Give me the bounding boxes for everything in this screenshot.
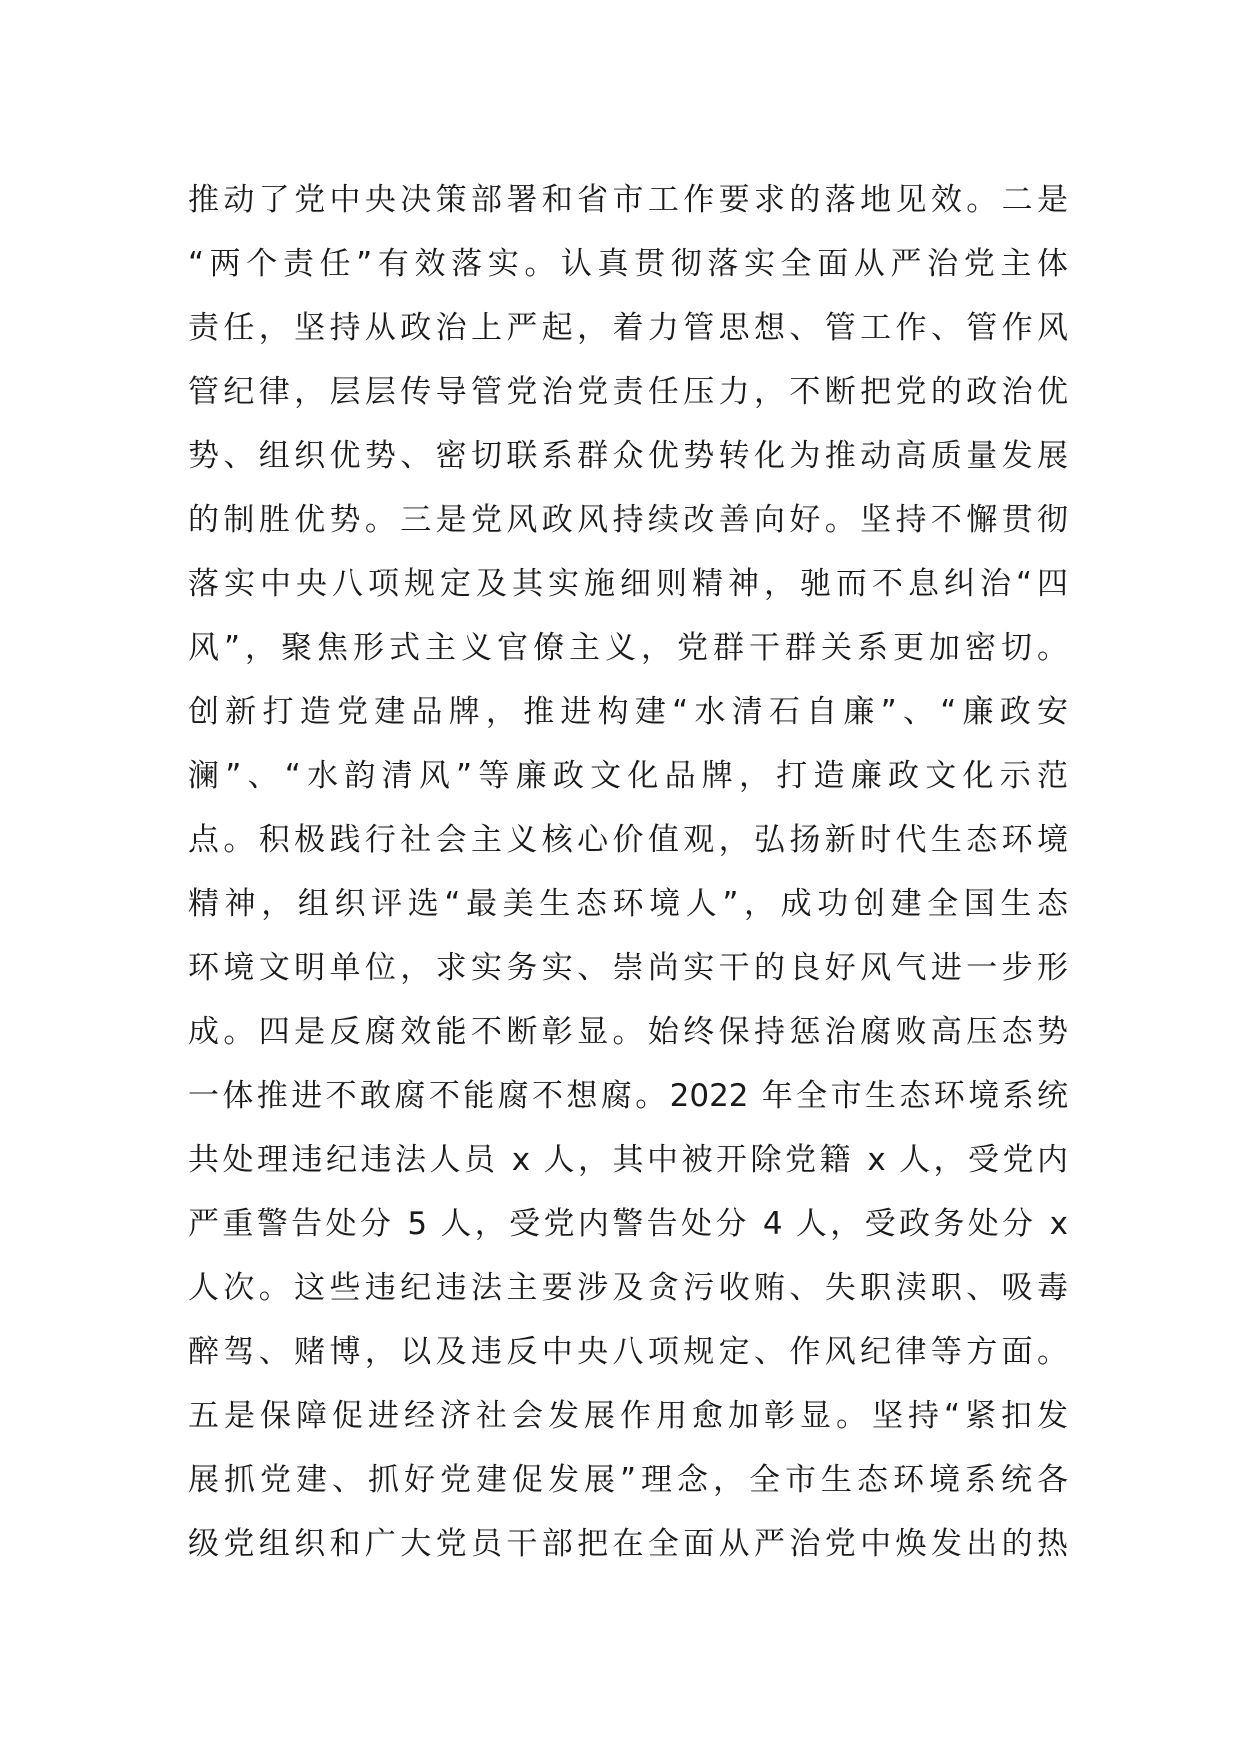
- text-line: 风”，聚焦形式主义官僚主义，党群干群关系更加密切。: [188, 630, 1068, 666]
- text-line: 澜”、“水韵清风”等廉政文化品牌，打造廉政文化示范: [188, 758, 1068, 794]
- text-line: 级党组织和广大党员干部把在全面从严治党中焕发出的热: [188, 1526, 1068, 1562]
- text-line: 的制胜优势。三是党风政风持续改善向好。坚持不懈贯彻: [188, 502, 1068, 538]
- text-line: 精神，组织评选“最美生态环境人”，成功创建全国生态: [188, 886, 1068, 922]
- text-line: 环境文明单位，求实务实、崇尚实干的良好风气进一步形: [188, 950, 1068, 986]
- text-line: 点。积极践行社会主义核心价值观，弘扬新时代生态环境: [188, 822, 1068, 858]
- text-line: 醉驾、赌博，以及违反中央八项规定、作风纪律等方面。: [188, 1334, 1068, 1370]
- text-line: 共处理违纪违法人员 x 人，其中被开除党籍 x 人，受党内: [188, 1142, 1068, 1178]
- text-line: 势、组织优势、密切联系群众优势转化为推动高质量发展: [188, 438, 1068, 474]
- text-line: 人次。这些违纪违法主要涉及贪污收贿、失职渎职、吸毒: [188, 1270, 1068, 1306]
- text-line: 创新打造党建品牌，推进构建“水清石自廉”、“廉政安: [188, 694, 1068, 730]
- text-line: 一体推进不敢腐不能腐不想腐。2022 年全市生态环境系统: [188, 1078, 1068, 1114]
- body-text: [188, 168, 1068, 1576]
- text-line: 五是保障促进经济社会发展作用愈加彰显。坚持“紧扣发: [188, 1398, 1068, 1434]
- text-line: 展抓党建、抓好党建促发展”理念，全市生态环境系统各: [188, 1462, 1068, 1498]
- text-line: 责任，坚持从政治上严起，着力管思想、管工作、管作风: [188, 310, 1068, 346]
- text-line: 落实中央八项规定及其实施细则精神，驰而不息纠治“四: [188, 566, 1068, 602]
- text-line: 推动了党中央决策部署和省市工作要求的落地见效。二是: [188, 182, 1068, 218]
- text-line: 成。四是反腐效能不断彰显。始终保持惩治腐败高压态势: [188, 1014, 1068, 1050]
- text-line: 严重警告处分 5 人，受党内警告处分 4 人，受政务处分 x: [188, 1206, 1068, 1242]
- text-line: 管纪律，层层传导管党治党责任压力，不断把党的政治优: [188, 374, 1068, 410]
- text-line: “两个责任”有效落实。认真贯彻落实全面从严治党主体: [188, 246, 1068, 282]
